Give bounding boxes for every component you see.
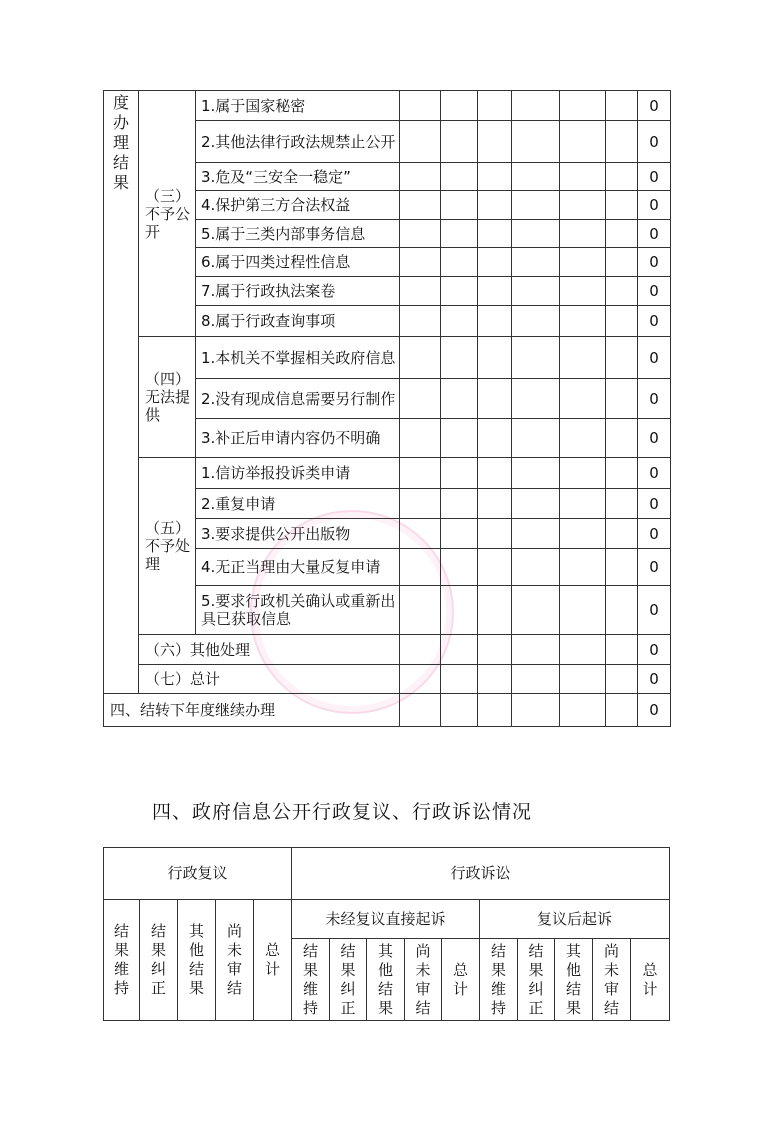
review-litigation-table xyxy=(103,847,670,1021)
post-review-col-header: 结果纠正 xyxy=(518,939,555,1021)
post-review-suit-header: 复议后起诉 xyxy=(480,900,670,939)
item-total: 0 xyxy=(638,489,671,519)
empty-cell xyxy=(441,489,478,519)
header-admin-review: 行政复议 xyxy=(104,848,292,900)
item-label: 7.属于行政执法案卷 xyxy=(196,277,400,306)
empty-cell xyxy=(606,489,638,519)
empty-cell xyxy=(478,549,512,586)
empty-cell xyxy=(512,694,560,727)
table-row xyxy=(104,91,671,121)
empty-cell xyxy=(478,248,512,277)
empty-cell xyxy=(606,306,638,337)
other-row-label: （七）总计 xyxy=(139,665,400,694)
empty-cell xyxy=(560,91,606,121)
empty-cell xyxy=(478,694,512,727)
item-total: 0 xyxy=(638,121,671,163)
empty-cell xyxy=(512,549,560,586)
empty-cell xyxy=(441,191,478,220)
empty-cell xyxy=(441,458,478,489)
review-col-header: 结果维持 xyxy=(104,900,140,1021)
empty-cell xyxy=(478,163,512,191)
item-total: 0 xyxy=(638,91,671,121)
empty-cell xyxy=(441,277,478,306)
empty-cell xyxy=(560,306,606,337)
empty-cell xyxy=(512,163,560,191)
empty-cell xyxy=(400,586,441,635)
empty-cell xyxy=(560,121,606,163)
empty-cell xyxy=(478,458,512,489)
item-total: 0 xyxy=(638,337,671,379)
empty-cell xyxy=(560,277,606,306)
empty-cell xyxy=(400,277,441,306)
item-total: 0 xyxy=(638,191,671,220)
item-total: 0 xyxy=(638,220,671,248)
empty-cell xyxy=(606,586,638,635)
direct-suit-col-header: 结果纠正 xyxy=(330,939,367,1021)
empty-cell xyxy=(512,635,560,665)
empty-cell xyxy=(400,549,441,586)
post-review-col-header: 尚未审结 xyxy=(593,939,631,1021)
empty-cell xyxy=(560,220,606,248)
item-label: 4.保护第三方合法权益 xyxy=(196,191,400,220)
application-results-table xyxy=(103,90,671,727)
empty-cell xyxy=(512,248,560,277)
empty-cell xyxy=(478,220,512,248)
item-total: 0 xyxy=(638,277,671,306)
empty-cell xyxy=(560,549,606,586)
item-label: 6.属于四类过程性信息 xyxy=(196,248,400,277)
item-label: 5.属于三类内部事务信息 xyxy=(196,220,400,248)
item-label: 2.没有现成信息需要另行制作 xyxy=(196,379,400,419)
empty-cell xyxy=(560,379,606,419)
empty-cell xyxy=(400,694,441,727)
review-col-header: 总计 xyxy=(254,900,292,1021)
empty-cell xyxy=(512,586,560,635)
empty-cell xyxy=(606,665,638,694)
post-review-col-header: 结果维持 xyxy=(480,939,518,1021)
empty-cell xyxy=(560,191,606,220)
empty-cell xyxy=(606,419,638,458)
empty-cell xyxy=(400,489,441,519)
table-row xyxy=(104,337,671,379)
empty-cell xyxy=(512,489,560,519)
empty-cell xyxy=(478,379,512,419)
empty-cell xyxy=(441,419,478,458)
direct-suit-col-header: 其他结果 xyxy=(367,939,405,1021)
empty-cell xyxy=(606,458,638,489)
empty-cell xyxy=(400,458,441,489)
item-total: 0 xyxy=(638,379,671,419)
item-label: 3.要求提供公开出版物 xyxy=(196,519,400,549)
empty-cell xyxy=(560,665,606,694)
item-label: 1.本机关不掌握相关政府信息 xyxy=(196,337,400,379)
item-total: 0 xyxy=(638,519,671,549)
carry-over-label: 四、结转下年度继续办理 xyxy=(104,694,400,727)
empty-cell xyxy=(400,163,441,191)
empty-cell xyxy=(478,635,512,665)
empty-cell xyxy=(441,665,478,694)
empty-cell xyxy=(400,306,441,337)
direct-suit-header: 未经复议直接起诉 xyxy=(292,900,480,939)
empty-cell xyxy=(441,635,478,665)
empty-cell xyxy=(478,489,512,519)
empty-cell xyxy=(606,191,638,220)
direct-suit-col-header: 总计 xyxy=(442,939,480,1021)
group-label: （三）不予公开 xyxy=(139,91,196,337)
table-row xyxy=(104,635,671,665)
item-label: 8.属于行政查询事项 xyxy=(196,306,400,337)
empty-cell xyxy=(478,306,512,337)
empty-cell xyxy=(560,337,606,379)
empty-cell xyxy=(560,458,606,489)
empty-cell xyxy=(400,665,441,694)
empty-cell xyxy=(606,91,638,121)
empty-cell xyxy=(441,220,478,248)
review-col-header: 结果纠正 xyxy=(140,900,178,1021)
item-label: 2.重复申请 xyxy=(196,489,400,519)
item-total: 0 xyxy=(638,458,671,489)
empty-cell xyxy=(606,121,638,163)
empty-cell xyxy=(606,220,638,248)
empty-cell xyxy=(560,419,606,458)
empty-cell xyxy=(606,248,638,277)
empty-cell xyxy=(512,519,560,549)
empty-cell xyxy=(512,458,560,489)
item-total: 0 xyxy=(638,419,671,458)
empty-cell xyxy=(441,337,478,379)
item-label: 1.属于国家秘密 xyxy=(196,91,400,121)
other-row-total: 0 xyxy=(638,665,671,694)
item-label: 3.补正后申请内容仍不明确 xyxy=(196,419,400,458)
empty-cell xyxy=(441,379,478,419)
empty-cell xyxy=(606,519,638,549)
empty-cell xyxy=(560,694,606,727)
carry-over-total: 0 xyxy=(638,694,671,727)
empty-cell xyxy=(512,91,560,121)
item-total: 0 xyxy=(638,586,671,635)
empty-cell xyxy=(606,379,638,419)
empty-cell xyxy=(441,586,478,635)
empty-cell xyxy=(400,379,441,419)
table-row xyxy=(104,665,671,694)
review-col-header: 尚未审结 xyxy=(216,900,254,1021)
direct-suit-col-header: 结果维持 xyxy=(292,939,330,1021)
empty-cell xyxy=(400,419,441,458)
item-total: 0 xyxy=(638,549,671,586)
other-row-total: 0 xyxy=(638,635,671,665)
empty-cell xyxy=(400,248,441,277)
empty-cell xyxy=(512,419,560,458)
empty-cell xyxy=(512,306,560,337)
empty-cell xyxy=(400,635,441,665)
item-total: 0 xyxy=(638,306,671,337)
item-total: 0 xyxy=(638,163,671,191)
empty-cell xyxy=(400,191,441,220)
item-label: 1.信访举报投诉类申请 xyxy=(196,458,400,489)
empty-cell xyxy=(560,163,606,191)
empty-cell xyxy=(478,586,512,635)
empty-cell xyxy=(512,220,560,248)
empty-cell xyxy=(441,163,478,191)
empty-cell xyxy=(478,337,512,379)
empty-cell xyxy=(478,91,512,121)
empty-cell xyxy=(512,379,560,419)
post-review-col-header: 其他结果 xyxy=(555,939,593,1021)
empty-cell xyxy=(606,277,638,306)
empty-cell xyxy=(478,665,512,694)
empty-cell xyxy=(560,248,606,277)
section-heading: 四、政府信息公开行政复议、行政诉讼情况 xyxy=(152,801,533,823)
empty-cell xyxy=(441,91,478,121)
side-label: 度办理结果 xyxy=(104,91,139,694)
empty-cell xyxy=(441,121,478,163)
empty-cell xyxy=(606,549,638,586)
other-row-label: （六）其他处理 xyxy=(139,635,400,665)
empty-cell xyxy=(560,519,606,549)
empty-cell xyxy=(478,121,512,163)
empty-cell xyxy=(512,191,560,220)
item-label: 2.其他法律行政法规禁止公开 xyxy=(196,121,400,163)
empty-cell xyxy=(512,665,560,694)
empty-cell xyxy=(441,549,478,586)
empty-cell xyxy=(512,337,560,379)
group-label: （五）不予处理 xyxy=(139,458,196,635)
empty-cell xyxy=(560,635,606,665)
empty-cell xyxy=(478,419,512,458)
direct-suit-col-header: 尚未审结 xyxy=(405,939,442,1021)
empty-cell xyxy=(606,163,638,191)
empty-cell xyxy=(441,248,478,277)
empty-cell xyxy=(606,694,638,727)
item-label: 5.要求行政机关确认或重新出具已获取信息 xyxy=(196,586,400,635)
item-label: 4.无正当理由大量反复申请 xyxy=(196,549,400,586)
empty-cell xyxy=(400,519,441,549)
item-label: 3.危及“三安全一稳定” xyxy=(196,163,400,191)
group-label: （四）无法提供 xyxy=(139,337,196,458)
empty-cell xyxy=(478,191,512,220)
header-admin-litigation: 行政诉讼 xyxy=(292,848,670,900)
empty-cell xyxy=(606,337,638,379)
empty-cell xyxy=(512,121,560,163)
carry-over-row xyxy=(104,694,671,727)
table-row xyxy=(104,458,671,489)
empty-cell xyxy=(400,121,441,163)
empty-cell xyxy=(441,519,478,549)
empty-cell xyxy=(400,220,441,248)
empty-cell xyxy=(441,694,478,727)
review-col-header: 其他结果 xyxy=(178,900,216,1021)
empty-cell xyxy=(478,519,512,549)
empty-cell xyxy=(560,489,606,519)
empty-cell xyxy=(400,337,441,379)
empty-cell xyxy=(478,277,512,306)
post-review-col-header: 总计 xyxy=(631,939,670,1021)
item-total: 0 xyxy=(638,248,671,277)
empty-cell xyxy=(441,306,478,337)
empty-cell xyxy=(560,586,606,635)
empty-cell xyxy=(400,91,441,121)
empty-cell xyxy=(606,635,638,665)
empty-cell xyxy=(512,277,560,306)
